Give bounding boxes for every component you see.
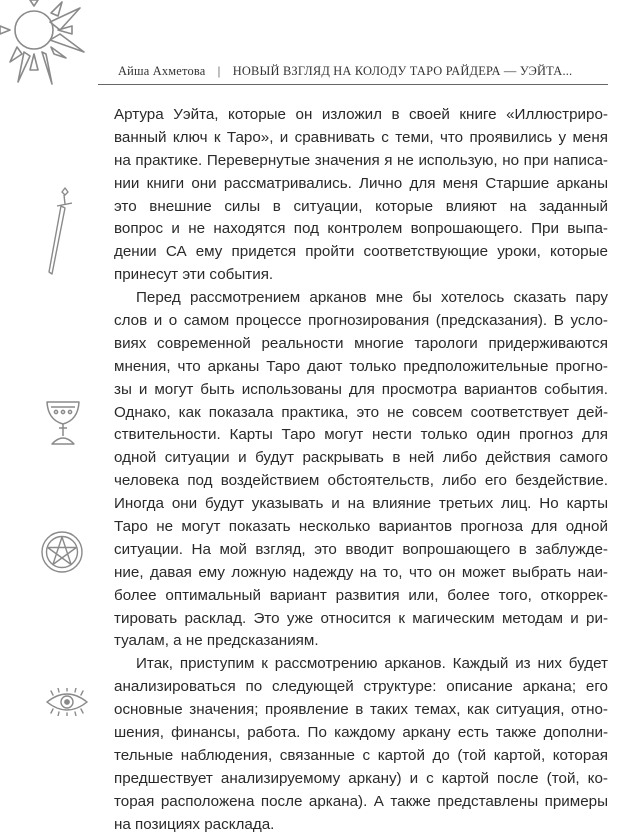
text-line: нии книги они рассматривались. Лично для меня Старшие арканы xyxy=(114,174,608,192)
pentacle-icon xyxy=(40,530,84,574)
text-line: Артура Уэйта, которые он изложил в своей книге «Иллюстриро- xyxy=(114,106,608,123)
text-line: это внешние силы в ситуации, которые влияют на заданный xyxy=(114,197,608,215)
header-separator: | xyxy=(217,64,221,78)
text-line: человека под воздействием обстоятельств, либо его бездействие. xyxy=(114,472,608,490)
text-line: основные значения; проявление в таких темах, как ситуация, отно- xyxy=(114,701,608,719)
text-line: торая расположена после аркана). А также представлены примеры xyxy=(114,792,608,810)
text-line: тировать расклад. Это уже относится к магическим методам и ри- xyxy=(114,609,608,627)
text-line: принесут эти события. xyxy=(114,266,274,284)
sun-icon xyxy=(0,0,92,92)
eye-icon xyxy=(44,688,90,716)
running-header xyxy=(118,64,608,79)
text-line: Перед рассмотрением арканов мне бы хотелось сказать пару xyxy=(136,289,608,307)
text-line: туалам, а не предсказаниям. xyxy=(114,632,319,650)
text-line: ванный ключ к Таро», и сравнивать с теми, что проявились у меня xyxy=(114,128,608,146)
text-line: вопрос и не находятся под контролем вопрошающего. При выпа- xyxy=(114,220,608,238)
header-rule xyxy=(98,84,608,85)
text-line: Однако, как показала практика, это не совсем соответствует дей- xyxy=(114,403,608,421)
text-line: ствительности. Карты Таро могут нести только один прогноз для xyxy=(114,426,608,444)
text-line: одной ситуации и будут раскрывать в ней либо действия самого xyxy=(114,449,608,467)
body-text xyxy=(114,104,608,837)
sword-icon xyxy=(46,186,72,278)
header-book-title: НОВЫЙ ВЗГЛЯД НА КОЛОДУ ТАРО РАЙДЕРА — УЭЙТА... xyxy=(232,64,573,78)
text-line: анализироваться по следующей структуре: описание аркана; его xyxy=(114,678,608,696)
text-line: более оптимальный вариант развития или, более того, откоррек- xyxy=(114,586,608,604)
text-line: предшествует анализируемому аркану) и с картой после (той, ко- xyxy=(114,769,608,787)
header-author: Айша Ахметова xyxy=(118,64,206,78)
text-line: виях современной реальности многие тарологи придерживаются xyxy=(114,334,608,352)
text-line: на позициях расклада. xyxy=(114,815,275,833)
text-line: на практике. Перевернутые значения я не использую, но при написа- xyxy=(114,151,608,169)
chalice-icon xyxy=(44,398,82,446)
text-line: ситуации. На мой взгляд, это вводит вопрошающего в заблужде- xyxy=(114,540,608,558)
text-line: зы и могут быть использованы для просмотра вариантов события. xyxy=(114,380,608,398)
text-line: тельные наблюдения, связанные с картой до (той картой, которая xyxy=(114,746,608,764)
text-line: ние, давая ему ложную надежду на то, что он может выбрать наи- xyxy=(114,563,608,581)
text-line: Итак, приступим к рассмотрению арканов. Каждый из них будет xyxy=(136,655,608,673)
text-line: шения, финансы, работа. По каждому аркану есть также дополни- xyxy=(114,724,608,742)
text-line: дении СА ему придется пройти соответствующие уроки, которые xyxy=(114,243,608,261)
text-line: Таро не могут показать несколько вариантов прогноза для одной xyxy=(114,518,608,536)
text-line: Иногда они будут указывать и на влияние третьих лиц. Но карты xyxy=(114,495,608,513)
text-line: слов и о самом процессе прогнозирования (предсказания). В усло- xyxy=(114,312,608,330)
text-line: мнения, что арканы Таро дают только предположительные прогно- xyxy=(114,357,608,375)
